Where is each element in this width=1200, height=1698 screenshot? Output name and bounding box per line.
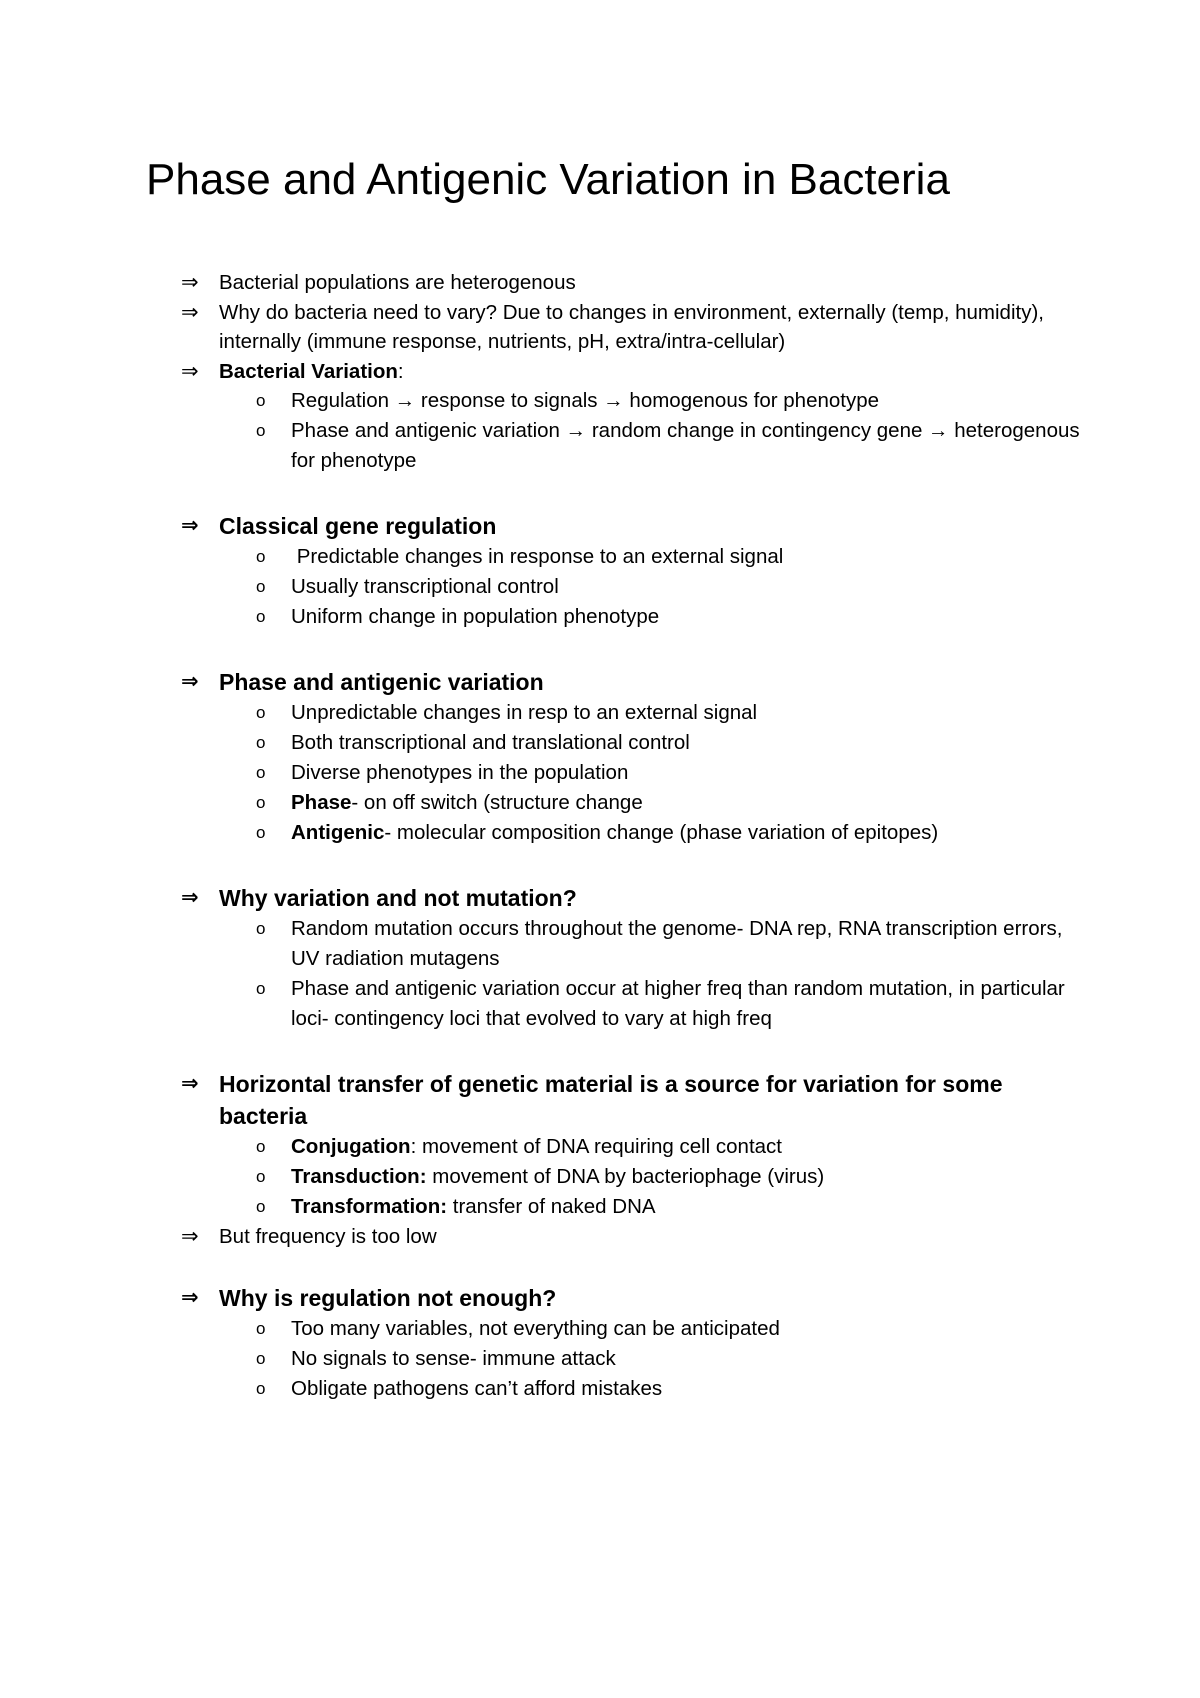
heading-text: Why variation and not mutation? — [219, 885, 577, 911]
circle-bullet-icon: o — [256, 1378, 266, 1398]
circle-bullet-icon: o — [256, 577, 266, 596]
bullet-text: Bacterial populations are heterogenous — [219, 271, 576, 294]
double-arrow-icon: ⇒ — [181, 300, 199, 324]
sub-item-text: Obligate pathogens can’t afford mistakes — [291, 1376, 663, 1400]
circle-bullet-icon: o — [256, 421, 266, 440]
sub-item — [181, 1374, 1081, 1404]
circle-bullet-icon: o — [256, 919, 266, 938]
circle-bullet-icon: o — [256, 391, 266, 410]
circle-bullet-icon: o — [256, 823, 266, 842]
double-arrow-icon: ⇒ — [181, 670, 199, 693]
sub-item — [181, 914, 1081, 974]
double-arrow-icon: ⇒ — [181, 271, 199, 294]
spacer — [181, 476, 1081, 510]
bullet-label: Bacterial Variation — [219, 359, 398, 383]
bullet-text: : — [397, 359, 404, 383]
sub-item — [181, 572, 1081, 602]
bullet-bacterial-variation — [181, 357, 1081, 387]
sub-item — [181, 416, 1081, 476]
sub-item-antigenic — [181, 818, 1081, 848]
circle-bullet-icon: o — [256, 703, 266, 722]
sub-item — [181, 386, 1081, 416]
section-heading-regulation — [181, 1282, 1081, 1314]
sub-item-text: Predictable changes in response to an external signal — [291, 545, 784, 568]
sub-item-phase — [181, 788, 1081, 818]
bullet-text: But frequency is too low — [219, 1225, 437, 1248]
term-label: Antigenic — [291, 821, 385, 844]
sub-item-text: Random mutation occurs throughout the genome- DNA rep, RNA transcription errors, UV radiation mutagens — [291, 917, 1063, 970]
double-arrow-icon: ⇒ — [181, 1285, 199, 1309]
sub-item-text: Phase and antigenic variation occur at higher freq than random mutation, in particular loci- contingency loci that evolved to vary at high freq — [291, 977, 1065, 1030]
sub-item — [181, 1344, 1081, 1374]
sub-item-text: - on off switch (structure change — [351, 791, 643, 814]
double-arrow-icon: ⇒ — [181, 886, 199, 909]
bullet-frequency-low — [181, 1222, 1081, 1252]
sub-item-transformation — [181, 1192, 1081, 1222]
circle-bullet-icon: o — [256, 547, 266, 566]
circle-bullet-icon: o — [256, 1137, 266, 1156]
spacer — [181, 848, 1081, 882]
sub-item — [181, 698, 1081, 728]
circle-bullet-icon: o — [256, 1318, 266, 1338]
sub-item-text: Regulation → response to signals → homogenous for phenotype — [291, 389, 880, 412]
circle-bullet-icon: o — [256, 733, 266, 752]
document-body — [181, 268, 1081, 1404]
sub-item-text: No signals to sense- immune attack — [291, 1346, 616, 1370]
heading-text: Phase and antigenic variation — [219, 669, 544, 695]
section-heading-classical — [181, 510, 1081, 542]
sub-item-text: Phase and antigenic variation → random change in contingency gene → heterogenous for phenotype — [291, 419, 1080, 472]
term-label: Conjugation — [291, 1135, 411, 1158]
spacer — [181, 1252, 1081, 1282]
sub-item-text: Unpredictable changes in resp to an external signal — [291, 701, 758, 724]
circle-bullet-icon: o — [256, 979, 266, 998]
term-label: Transduction: — [291, 1165, 427, 1188]
sub-item-text: Both transcriptional and translational control — [291, 731, 690, 754]
term-label: Transformation: — [291, 1195, 448, 1218]
double-arrow-icon: ⇒ — [181, 359, 199, 383]
bullet-why-vary — [181, 298, 1081, 357]
sub-item-text: - molecular composition change (phase variation of epitopes) — [384, 821, 939, 844]
sub-item-conjugation — [181, 1132, 1081, 1162]
bullet-text: Why do bacteria need to vary? Due to changes in environment, externally (temp, humidity), internally (immune response, nutrients, pH, extra/intra-cellular) — [219, 300, 1044, 353]
bullet-heterogenous — [181, 268, 1081, 298]
sub-item — [181, 542, 1081, 572]
double-arrow-icon: ⇒ — [181, 514, 199, 537]
sub-item — [181, 602, 1081, 632]
sub-item-text: transfer of naked DNA — [447, 1195, 656, 1218]
heading-text: Why is regulation not enough? — [219, 1284, 557, 1311]
sub-item-text: : movement of DNA requiring cell contact — [410, 1135, 783, 1158]
section-heading-phase — [181, 666, 1081, 698]
sub-item — [181, 1314, 1081, 1344]
sub-item — [181, 758, 1081, 788]
sub-item — [181, 728, 1081, 758]
spacer — [181, 1034, 1081, 1068]
sub-item-text: Usually transcriptional control — [291, 575, 559, 598]
double-arrow-icon: ⇒ — [181, 1225, 199, 1248]
sub-item-text: Diverse phenotypes in the population — [291, 761, 629, 784]
sub-item-text: Too many variables, not everything can be anticipated — [291, 1316, 780, 1340]
page-title: Phase and Antigenic Variation in Bacteria — [146, 155, 950, 204]
term-label: Phase — [291, 791, 352, 814]
circle-bullet-icon: o — [256, 607, 266, 626]
circle-bullet-icon: o — [256, 1167, 266, 1186]
heading-text: Classical gene regulation — [219, 513, 497, 539]
section-heading-mutation — [181, 882, 1081, 914]
sub-item-text: Uniform change in population phenotype — [291, 605, 660, 628]
spacer — [181, 632, 1081, 666]
circle-bullet-icon: o — [256, 763, 266, 782]
circle-bullet-icon: o — [256, 793, 266, 812]
sub-item — [181, 974, 1081, 1034]
heading-text: Horizontal transfer of genetic material is a source for variation for some bacteria — [219, 1071, 1003, 1129]
sub-item-text: movement of DNA by bacteriophage (virus) — [426, 1165, 825, 1188]
sub-item-transduction — [181, 1162, 1081, 1192]
double-arrow-icon: ⇒ — [181, 1072, 199, 1095]
circle-bullet-icon: o — [256, 1348, 266, 1368]
section-heading-horizontal — [181, 1068, 1081, 1132]
circle-bullet-icon: o — [256, 1197, 266, 1216]
